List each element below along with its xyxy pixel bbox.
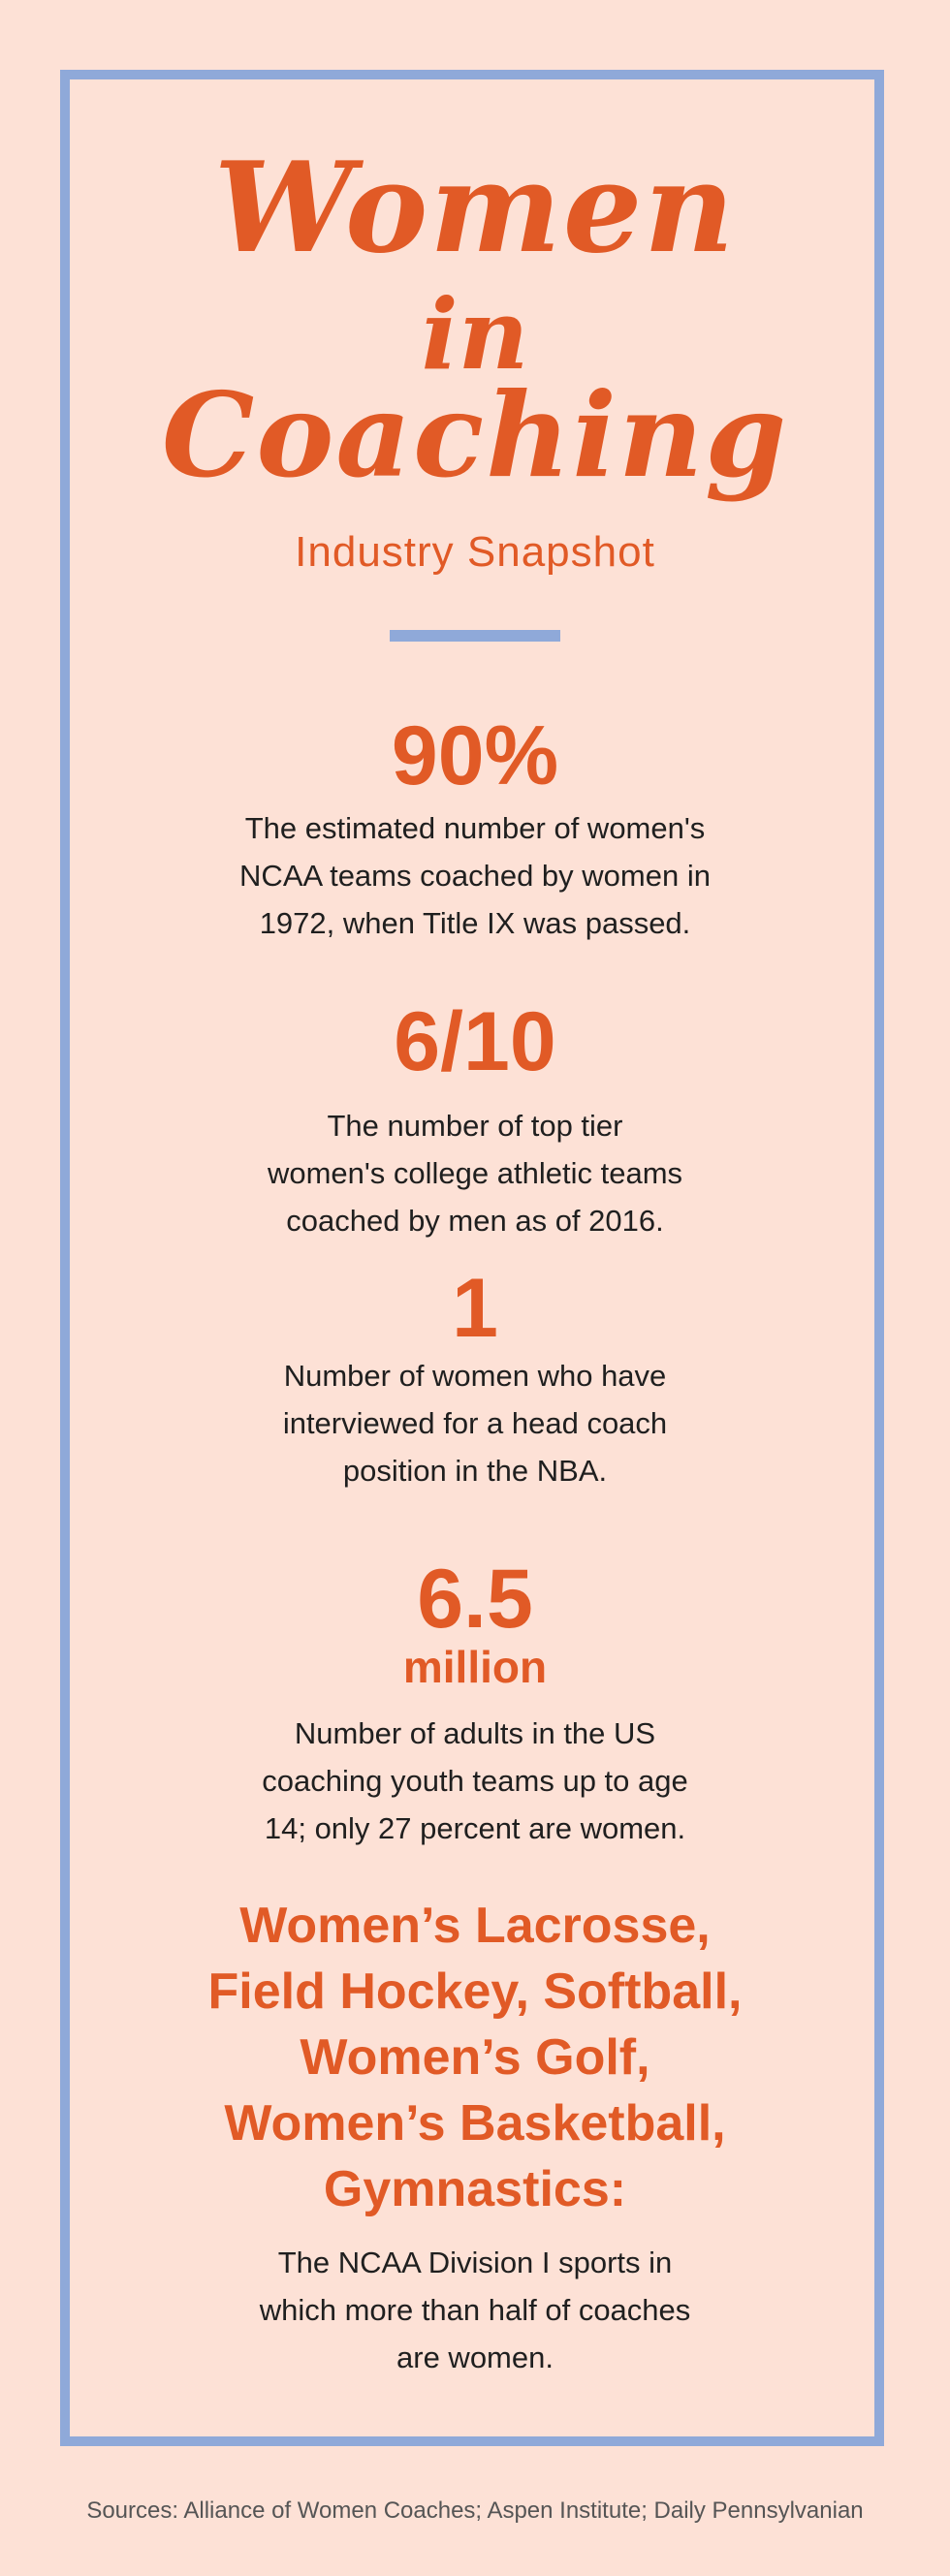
desc-line: 14; only 27 percent are women. [264,1811,686,1845]
sources-footer: Sources: Alliance of Women Coaches; Aspen Institute; Daily Pennsylvanian [86,2497,864,2524]
sports-list [116,1893,834,2222]
stat-description-2 [184,1102,766,1244]
stat-value-1: 1 [452,1262,498,1355]
desc-line: Number of women who have [283,1359,667,1393]
desc-line: interviewed for a head coach [282,1406,668,1440]
divider [390,630,560,642]
sport-line: Field Hockey, Softball, [207,1963,743,2020]
sport-line: Women’s Lacrosse, [239,1898,711,1954]
desc-line: which more than half of coaches [259,2293,691,2327]
stat-value-90-percent: 90% [391,709,559,802]
title-women: Women [213,136,737,281]
title-in: in [421,277,529,392]
desc-line: women's college athletic teams [267,1156,683,1190]
desc-line: The estimated number of women's [244,811,706,845]
sport-line: Women’s Golf, [300,2029,650,2086]
sport-line: Women’s Basketball, [224,2095,726,2152]
stat-description-4 [184,1710,766,1852]
stat-unit-million: million [402,1642,548,1692]
desc-line: coached by men as of 2016. [286,1204,664,1238]
desc-line: The NCAA Division I sports in [277,2246,673,2279]
sport-line: Gymnastics: [323,2161,627,2217]
stat-value-6-of-10: 6/10 [394,995,556,1088]
title-coaching: Coaching [161,367,789,504]
desc-line: NCAA teams coached by women in [239,859,711,893]
stat-description-3 [184,1352,766,1494]
subtitle: Industry Snapshot [295,528,655,576]
desc-line: Number of adults in the US [294,1716,656,1750]
desc-line: position in the NBA. [342,1454,608,1488]
desc-line: The number of top tier [327,1109,623,1143]
sports-description [184,2239,766,2381]
desc-line: are women. [396,2340,554,2374]
stat-description-1 [184,804,766,947]
desc-line: 1972, when Title IX was passed. [259,906,691,940]
stat-value-6-5: 6.5 [417,1553,533,1646]
desc-line: coaching youth teams up to age [262,1764,688,1798]
